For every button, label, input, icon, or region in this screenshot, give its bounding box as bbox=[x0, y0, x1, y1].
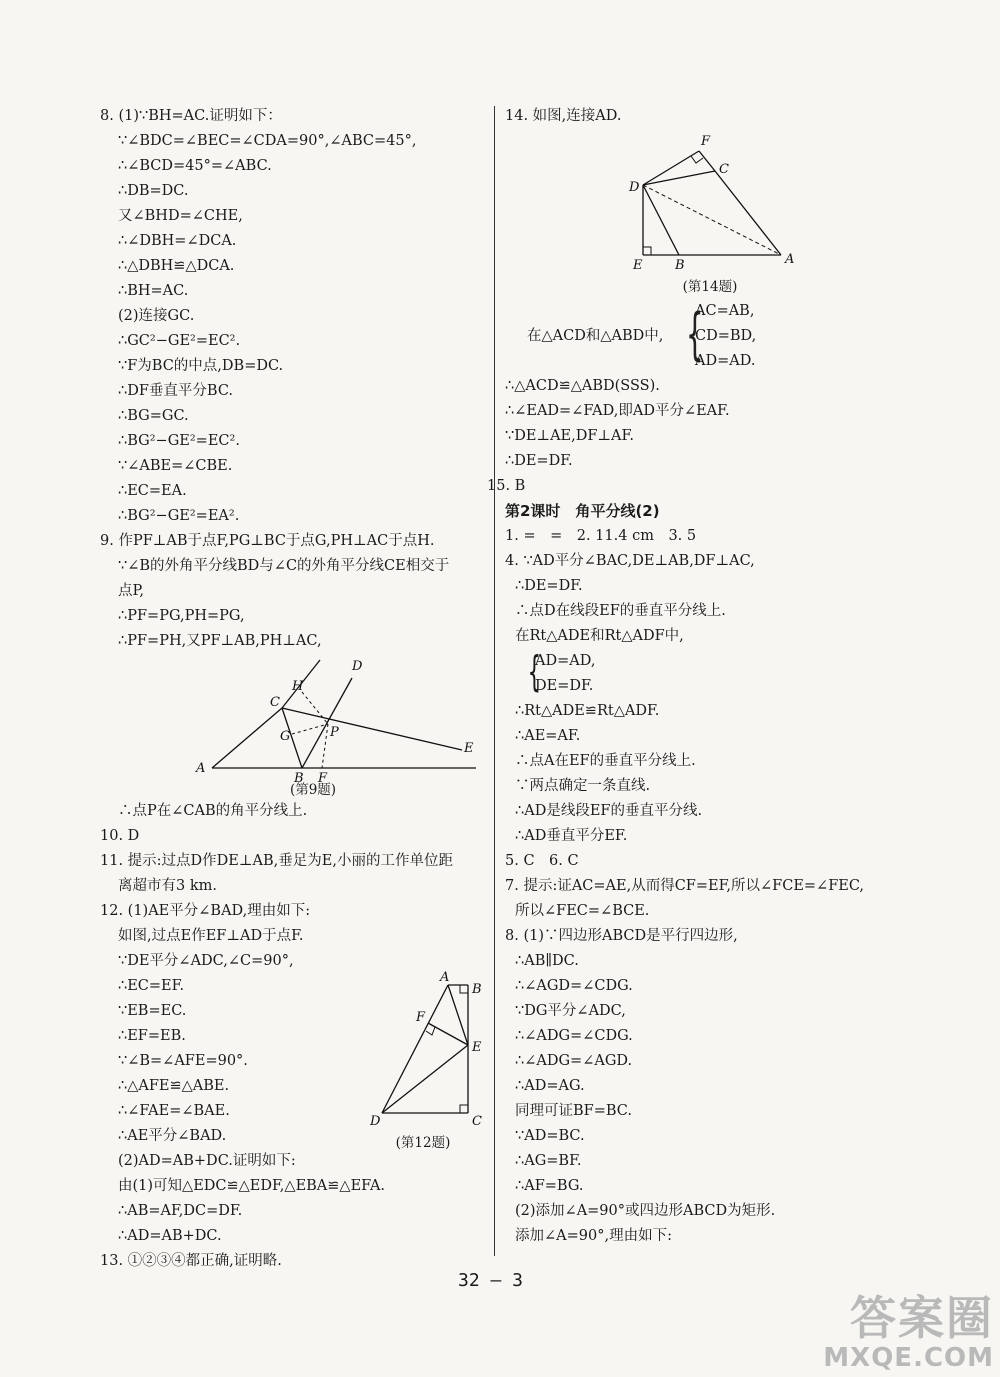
brace-items bbox=[535, 649, 595, 699]
brace-item: AD=AD, bbox=[535, 653, 596, 669]
text-line: 14. 如图,连接AD. bbox=[505, 108, 622, 124]
text-line: ∵∠B的外角平分线BD与∠C的外角平分线CE相交于 bbox=[118, 558, 450, 574]
text-line: 在Rt△ADE和Rt△ADF中, bbox=[515, 628, 684, 644]
text-line: 所以∠FEC=∠BCE. bbox=[515, 903, 650, 919]
text-line: ∴BG²−GE²=EA². bbox=[118, 508, 240, 524]
figure-12-label: A bbox=[440, 970, 450, 985]
text-line: (2)AD=AB+DC.证明如下: bbox=[118, 1153, 296, 1169]
text-line: ∵DE⊥AE,DF⊥AF. bbox=[505, 428, 634, 444]
figure-14-label: B bbox=[675, 258, 685, 269]
text-line: ∴AF=BG. bbox=[515, 1178, 584, 1194]
q8-answer bbox=[100, 104, 490, 529]
text-line: ∴点P在∠CAB的角平分线上. bbox=[118, 803, 308, 819]
text-line: ∴AD垂直平分EF. bbox=[515, 828, 628, 844]
brace-icon: { bbox=[527, 647, 542, 696]
text-line: ∴PF=PH,又PF⊥AB,PH⊥AC, bbox=[118, 633, 322, 649]
text-line: 13. ①②③④都正确,证明略. bbox=[100, 1253, 282, 1269]
text-line: 11. 提示:过点D作DE⊥AB,垂足为E,小丽的工作单位距 bbox=[100, 853, 453, 869]
figure-9-label: C bbox=[270, 695, 280, 710]
text-line: ∴DE=DF. bbox=[515, 578, 583, 594]
watermark-url: MXQE.COM bbox=[823, 1343, 994, 1373]
text-line: 5. C 6. C bbox=[505, 853, 579, 869]
text-line: 8. (1)∵BH=AC.证明如下： bbox=[100, 108, 282, 124]
text-line: 12. (1)AE平分∠BAD,理由如下: bbox=[100, 903, 311, 919]
section-title: 第2课时 角平分线(2) bbox=[505, 502, 660, 520]
figure-9-label: A bbox=[196, 761, 206, 776]
text-line: ∴∠FAE=∠BAE. bbox=[118, 1103, 230, 1119]
text-line: 15. B bbox=[487, 478, 526, 494]
text-line: ∴DB=DC. bbox=[118, 183, 189, 199]
text-line: ∴AB∥DC. bbox=[515, 953, 579, 969]
figure-12 bbox=[368, 969, 498, 1159]
congruence-conditions bbox=[505, 299, 885, 374]
text-line: 10. D bbox=[100, 828, 140, 844]
text-line: 由(1)可知△EDC≌△EDF,△EBA≌△EFA. bbox=[118, 1178, 386, 1194]
text-line: ∵F为BC的中点,DB=DC. bbox=[118, 358, 284, 374]
text-line: ∴∠ADG=∠CDG. bbox=[515, 1028, 633, 1044]
text-line: 又∠BHD=∠CHE, bbox=[118, 208, 243, 224]
text-line: 如图,过点E作EF⊥AD于点F. bbox=[118, 928, 304, 944]
brace-item: AD=AD. bbox=[695, 353, 756, 369]
watermark-logo bbox=[823, 1293, 994, 1373]
figure-9-label: E bbox=[464, 741, 474, 756]
text-line: ∴EC=EA. bbox=[118, 483, 187, 499]
brace-item: CD=BD, bbox=[695, 328, 757, 344]
figure-14-diagram bbox=[623, 129, 823, 269]
text-line: ∵∠ABE=∠CBE. bbox=[118, 458, 233, 474]
figure-12-diagram bbox=[368, 969, 498, 1129]
text-line: ∴△ACD≌△ABD(SSS). bbox=[505, 378, 660, 394]
text-line: 添加∠A=90°,理由如下: bbox=[515, 1228, 672, 1244]
text-line: ∴Rt△ADE≌Rt△ADF. bbox=[515, 703, 660, 719]
figure-12-caption: (第12题) bbox=[395, 1135, 451, 1151]
figure-9-caption: (第9题) bbox=[289, 782, 337, 798]
text-line: ∴AD是线段EF的垂直平分线. bbox=[515, 803, 703, 819]
figure-9-label: P bbox=[330, 725, 339, 740]
figure-12-label: D bbox=[370, 1114, 381, 1129]
figure-14-label: F bbox=[701, 134, 711, 149]
text-line: (2)添加∠A=90°或四边形ABCD为矩形. bbox=[515, 1203, 776, 1219]
text-line: 9. 作PF⊥AB于点F,PG⊥BC于点G,PH⊥AC于点H. bbox=[100, 533, 435, 549]
text-line: 4. ∵AD平分∠BAC,DE⊥AB,DF⊥AC, bbox=[505, 553, 755, 569]
text-line: ∴AD=AG. bbox=[515, 1078, 585, 1094]
text-line: ∴点A在EF的垂直平分线上. bbox=[515, 753, 696, 769]
text-line: ∵DE平分∠ADC,∠C=90°, bbox=[118, 953, 294, 969]
brace-label: 在△ACD和△ABD中, bbox=[527, 328, 664, 344]
text-line: ∴点D在线段EF的垂直平分线上. bbox=[515, 603, 726, 619]
text-line: ∴BG=GC. bbox=[118, 408, 189, 424]
text-line: ∴△DBH≌△DCA. bbox=[118, 258, 235, 274]
figure-14-label: E bbox=[633, 258, 643, 269]
figure-9-label: G bbox=[280, 729, 291, 744]
text-line: ∵∠B=∠AFE=90°. bbox=[118, 1053, 248, 1069]
text-line: ∵两点确定一条直线. bbox=[515, 778, 651, 794]
brace-icon: { bbox=[685, 302, 704, 367]
figure-14-label: A bbox=[785, 252, 795, 267]
text-line: 7. 提示:证AC=AE,从而得CF=EF,所以∠FCE=∠FEC, bbox=[505, 878, 865, 894]
text-line: ∴DE=DF. bbox=[505, 453, 573, 469]
brace-item: AC=AB, bbox=[695, 303, 755, 319]
figure-14-caption: (第14题) bbox=[682, 279, 738, 295]
figure-12-label: B bbox=[472, 982, 482, 997]
text-line: ∴GC²−GE²=EC². bbox=[118, 333, 241, 349]
text-line: ∴AE=AF. bbox=[515, 728, 581, 744]
figure-9-label: B bbox=[294, 771, 304, 783]
text-line: ∴∠AGD=∠CDG. bbox=[515, 978, 633, 994]
text-line: ∴∠EAD=∠FAD,即AD平分∠EAF. bbox=[505, 403, 730, 419]
text-line: ∴EC=EF. bbox=[118, 978, 185, 994]
figure-14 bbox=[505, 129, 885, 299]
figure-14-label: C bbox=[719, 162, 729, 177]
text-line: 点P, bbox=[118, 583, 144, 599]
text-line: 同理可证BF=BC. bbox=[515, 1103, 632, 1119]
text-line: ∴EF=EB. bbox=[118, 1028, 186, 1044]
text-line: ∴BH=AC. bbox=[118, 283, 189, 299]
text-line: ∴∠DBH=∠DCA. bbox=[118, 233, 237, 249]
brace-item: DE=DF. bbox=[535, 678, 594, 694]
figure-9-label: H bbox=[292, 679, 304, 694]
text-line: 离超市有3 km. bbox=[118, 878, 217, 894]
text-line: ∴AD=AB+DC. bbox=[118, 1228, 222, 1244]
text-line: ∵EB=EC. bbox=[118, 1003, 187, 1019]
left-column bbox=[100, 104, 490, 1274]
figure-9-diagram bbox=[188, 658, 488, 783]
text-line: 8. (1)∵四边形ABCD是平行四边形, bbox=[505, 928, 738, 944]
text-line: ∴∠ADG=∠AGD. bbox=[515, 1053, 633, 1069]
text-line: 1. = = 2. 11.4 cm 3. 5 bbox=[505, 528, 697, 544]
watermark-text: 答案圈 bbox=[850, 1291, 994, 1345]
text-line: ∴AE平分∠BAD. bbox=[118, 1128, 227, 1144]
figure-12-label: F bbox=[416, 1010, 426, 1025]
q9-answer bbox=[100, 529, 490, 654]
text-line: ∴AB=AF,DC=DF. bbox=[118, 1203, 243, 1219]
text-line: (2)连接GC. bbox=[118, 308, 195, 324]
figure-9 bbox=[118, 654, 490, 799]
figure-12-label: E bbox=[472, 1040, 482, 1055]
text-line: ∴PF=PG,PH=PG, bbox=[118, 608, 245, 624]
text-line: ∵DG平分∠ADC, bbox=[515, 1003, 626, 1019]
figure-14-label: D bbox=[629, 180, 640, 195]
congruence-conditions-2 bbox=[515, 649, 885, 699]
text-line: ∴DF垂直平分BC. bbox=[118, 383, 234, 399]
text-line: ∴BG²−GE²=EC². bbox=[118, 433, 240, 449]
right-column bbox=[487, 104, 885, 1249]
page-number: 32 — 3 bbox=[458, 1270, 524, 1291]
text-line: ∴∠BCD=45°=∠ABC. bbox=[118, 158, 272, 174]
brace-items bbox=[695, 299, 756, 374]
figure-12-label: C bbox=[472, 1114, 482, 1129]
text-line: ∵AD=BC. bbox=[515, 1128, 585, 1144]
q12-answer bbox=[100, 899, 490, 1249]
figure-9-label: D bbox=[352, 659, 363, 674]
text-line: ∴△AFE≌△ABE. bbox=[118, 1078, 230, 1094]
text-line: ∵∠BDC=∠BEC=∠CDA=90°,∠ABC=45°, bbox=[118, 133, 417, 149]
text-line: ∴AG=BF. bbox=[515, 1153, 582, 1169]
figure-9-label: F bbox=[318, 771, 328, 783]
